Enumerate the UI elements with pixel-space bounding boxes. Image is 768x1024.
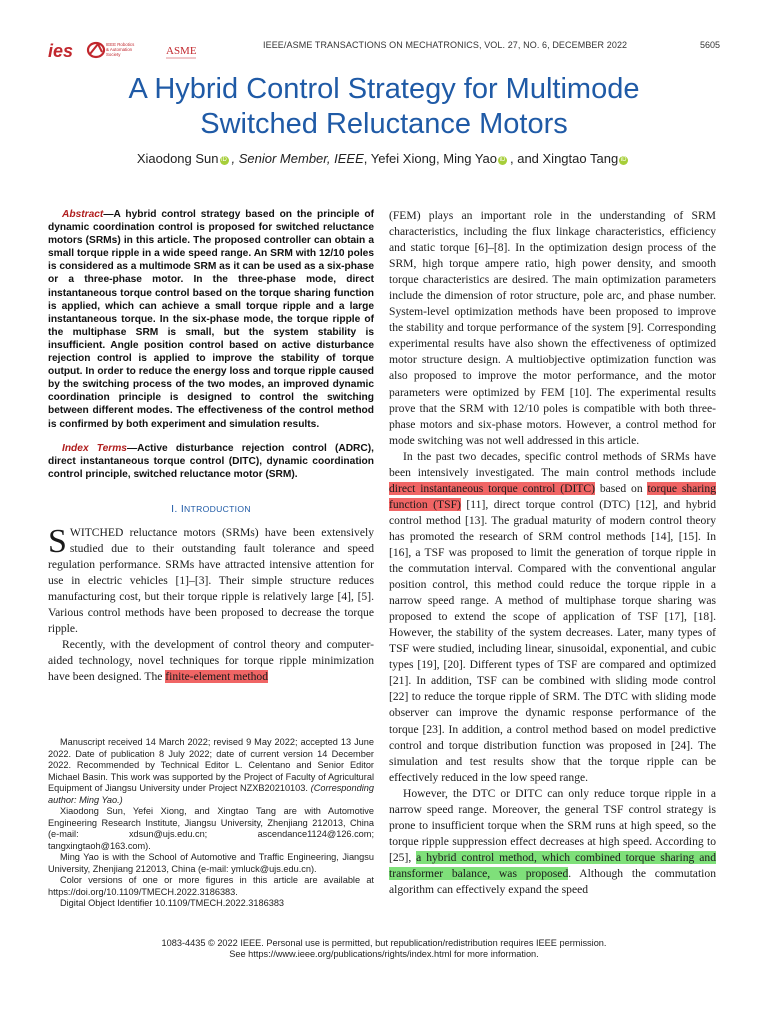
highlight-red: finite-element method bbox=[165, 670, 268, 684]
copyright-line-1: 1083-4435 © 2022 IEEE. Personal use is permitted, but republication/redistribution requires IEEE permission. bbox=[161, 938, 607, 948]
paragraph-text: based on bbox=[595, 481, 648, 495]
manuscript-note bbox=[48, 737, 374, 806]
society-logos-graphic bbox=[48, 38, 208, 66]
paragraph-text: . Although the commutation algorithm can effectively expand the speed bbox=[389, 866, 716, 896]
footnotes bbox=[48, 737, 374, 910]
asme-logo-icon bbox=[166, 45, 197, 58]
index-terms bbox=[48, 442, 374, 481]
body-paragraph-1: (FEM) plays an important role in the understanding of SRM characteristics, including the flux linkage characteristics, efficiency and static torque [6]–[8]. In the optimization design process of the SRM, high torque ampere ratio, high power density, and smooth torque characteristics are desired. The main optimization parameters include the dimension of rotor structure, pole arc, and phase number. System-level optimization methods have been proposed to improve the stability and torque performance of the system [9]. Corresponding experimental results have also shown the effectiveness of optimized motor structure design. A multiobjective optimization function was also proposed to improve the motor performance, and the motor parameters were optimized by FEM [10]. The experimental results prove that the SRM with 12/10 poles is compatible with both three-phase motors and six-phase motors. However, a control method for mode switching was not well addressed in this article. bbox=[389, 209, 716, 447]
right-column bbox=[389, 208, 716, 898]
author-list bbox=[40, 151, 728, 166]
copyright-notice bbox=[48, 938, 720, 960]
affiliation-note-2: Ming Yao is with the School of Automotive and Traffic Engineering, Jiangsu University, Zhenjiang 212013, China (e-mail: ymluck@ujs.edu.cn). bbox=[48, 852, 374, 874]
abstract-text: —A hybrid control strategy based on the principle of dynamic coordination control is proposed for switched reluctance motors (SRMs) in this article. The proposed controller can obtain a small torque ripple in a wide speed range. An SRM with 12/10 poles is considered as a multimode SRM as it can be used as a six-phase or a three-phase motor. In the three-phase mode, direct instantaneous torque control based on the torque sharing function is applied, which can achieve a small torque ripple and a large instantaneous torque. In the six-phase mode, the torque ripple of the multiphase SRM is small, but the system stability is insufficient. Angle position control based on active disturbance rejection control is applied to improve the stability of torque output. In order to reduce the energy loss and torque ripple caused by the switching process of the two modes, an improved dynamic coordination principle is designed to control the switching between different modes. The effectiveness of the control method is confirmed by both experiment and simulation results. bbox=[48, 209, 374, 430]
svg-text:ies: ies bbox=[48, 41, 74, 61]
running-header bbox=[48, 38, 720, 66]
body-paragraph-2 bbox=[389, 449, 716, 786]
color-versions-note: Color versions of one or more figures in this article are available at https://doi.org/10.1109/TMECH.2022.3186383. bbox=[48, 875, 374, 897]
paragraph-text: WITCHED reluctance motors (SRMs) have been extensively studied due to their outstanding fault tolerance and speed regulation performance. SRMs have attracted intensive attention for use in electric vehicles [1]–[3]. Their simple structure reduces manufacturing cost, but their torque ripple is relatively large [4], [5]. Various control methods have been proposed to decrease the torque ripple. bbox=[48, 525, 374, 636]
author-role: , Senior Member, IEEE bbox=[231, 151, 364, 166]
ies-logo-icon bbox=[48, 41, 73, 61]
publisher-logos bbox=[48, 38, 208, 66]
footnote-text: Manuscript received 14 March 2022; revised 9 May 2022; accepted 13 June 2022. Date of publication 8 July 2022; date of current version 14 December 2022. Recommended by Technical Editor L. Celentano and Senior Editor Michael Basin. This work was supported by the Project of Faculty of Agricultural Equipment of Jiangsu University under Project NZXB20210103. bbox=[48, 737, 374, 793]
affiliation-note-1: Xiaodong Sun, Yefei Xiong, and Xingtao Tang are with Automotive Engineering Research Institute, Jiangsu University, Zhenjiang 212013, China (e-mail: xdsun@ujs.edu.cn; ascendance1124@126.com; tangxingtaoh@163.com). bbox=[48, 806, 374, 851]
left-column bbox=[48, 208, 374, 685]
intro-paragraph-2 bbox=[48, 637, 374, 685]
paragraph-text: In the past two decades, specific control methods of SRMs have been intensively investigated. The main control methods include bbox=[389, 449, 716, 479]
highlight-red: torque sharing function (TSF) bbox=[389, 481, 717, 511]
corresponding-author: (Corresponding author: Ming Yao.) bbox=[48, 783, 374, 805]
section-heading bbox=[48, 503, 374, 515]
ras-logo-icon bbox=[88, 42, 135, 57]
page-number: 5605 bbox=[699, 40, 720, 50]
title-line-2: Switched Reluctance Motors bbox=[200, 108, 568, 140]
index-terms-label: Index Terms bbox=[62, 442, 127, 454]
svg-text:ASME: ASME bbox=[166, 45, 197, 57]
index-terms-text: —Active disturbance rejection control (ADRC), direct instantaneous torque control (DITC), dynamic coordination control principle, switched reluctance motor (SRM). bbox=[48, 442, 374, 480]
paper-title bbox=[40, 72, 728, 142]
orcid-icon[interactable]: iD bbox=[620, 157, 627, 163]
journal-citation: IEEE/ASME TRANSACTIONS ON MECHATRONICS, VOL. 27, NO. 6, DECEMBER 2022 bbox=[263, 40, 628, 50]
doi-note: Digital Object Identifier 10.1109/TMECH.2022.3186383 bbox=[60, 898, 285, 908]
orcid-icon[interactable]: iD bbox=[499, 157, 506, 163]
paragraph-text: However, the DTC or DITC can only reduce torque ripple in a narrow speed range. Moreover, the general TSF control strategy is prone to insufficient torque when the SRM runs at high speed, so the torque ripple suppression effect decreases at high speed. According to [25], bbox=[389, 786, 716, 864]
abstract-label: Abstract bbox=[62, 209, 104, 220]
author-names: , Yefei Xiong, Ming Yao bbox=[363, 151, 497, 166]
section-number: I. bbox=[171, 502, 181, 515]
abstract bbox=[48, 208, 374, 431]
author-name: , and Xingtao Tang bbox=[509, 151, 619, 166]
svg-text:Society: Society bbox=[106, 52, 121, 57]
orcid-icon[interactable]: iD bbox=[221, 157, 227, 163]
svg-text:IEEE Robotics: IEEE Robotics bbox=[106, 42, 135, 47]
body-paragraph-3 bbox=[389, 786, 716, 898]
copyright-line-2: See https://www.ieee.org/publications/rights/index.html for more information. bbox=[229, 949, 539, 959]
title-line-1: A Hybrid Control Strategy for Multimode bbox=[128, 73, 640, 105]
highlight-green: a hybrid control method, which combined torque sharing and transformer balance, was proposed bbox=[389, 850, 716, 880]
drop-cap: S bbox=[48, 522, 67, 560]
paragraph-text: Recently, with the development of control theory and computer-aided technology, novel techniques for torque ripple minimization have been designed. The bbox=[48, 638, 374, 684]
intro-paragraph-1 bbox=[48, 522, 374, 637]
svg-text:& Automation: & Automation bbox=[106, 47, 133, 52]
author-name: Xiaodong Sun bbox=[136, 151, 219, 166]
highlight-red: direct instantaneous torque control (DITC) bbox=[389, 481, 595, 495]
section-title-initial: I bbox=[180, 502, 185, 515]
paragraph-text: [11], direct torque control (DTC) [12], and hybrid control method [13]. The gradual maturity of modern control theory has promoted the research of SRM control methods [14], [15]. In [16], a TSF was proposed to limit the generation of torque ripple in the commutation interval. Compared with the conventional angular position control, this method could reduce the torque ripple in a narrow speed range. A method of multiphase torque sharing was proposed to extend the scope of application of TSF [17], [18]. However, the stability of the system decreases. Later, many types of TSF were studied, including linear, sinusoidal, exponential, and cubic types [19], [20]. Different types of TSF are compared and optimized [21]. In addition, TSF can be combined with sliding mode control [22] to reduce the torque ripple of SRM. The DTC with sliding mode observer can improve the dynamic response performance of the torque [23]. In addition, a control method based on model predictive control and torque distribution function was proposed in [24]. The simulation and test results show that the torque ripple can be effectively reduced in the low speed range. bbox=[389, 497, 717, 784]
section-title-rest: NTRODUCTION bbox=[184, 503, 251, 514]
